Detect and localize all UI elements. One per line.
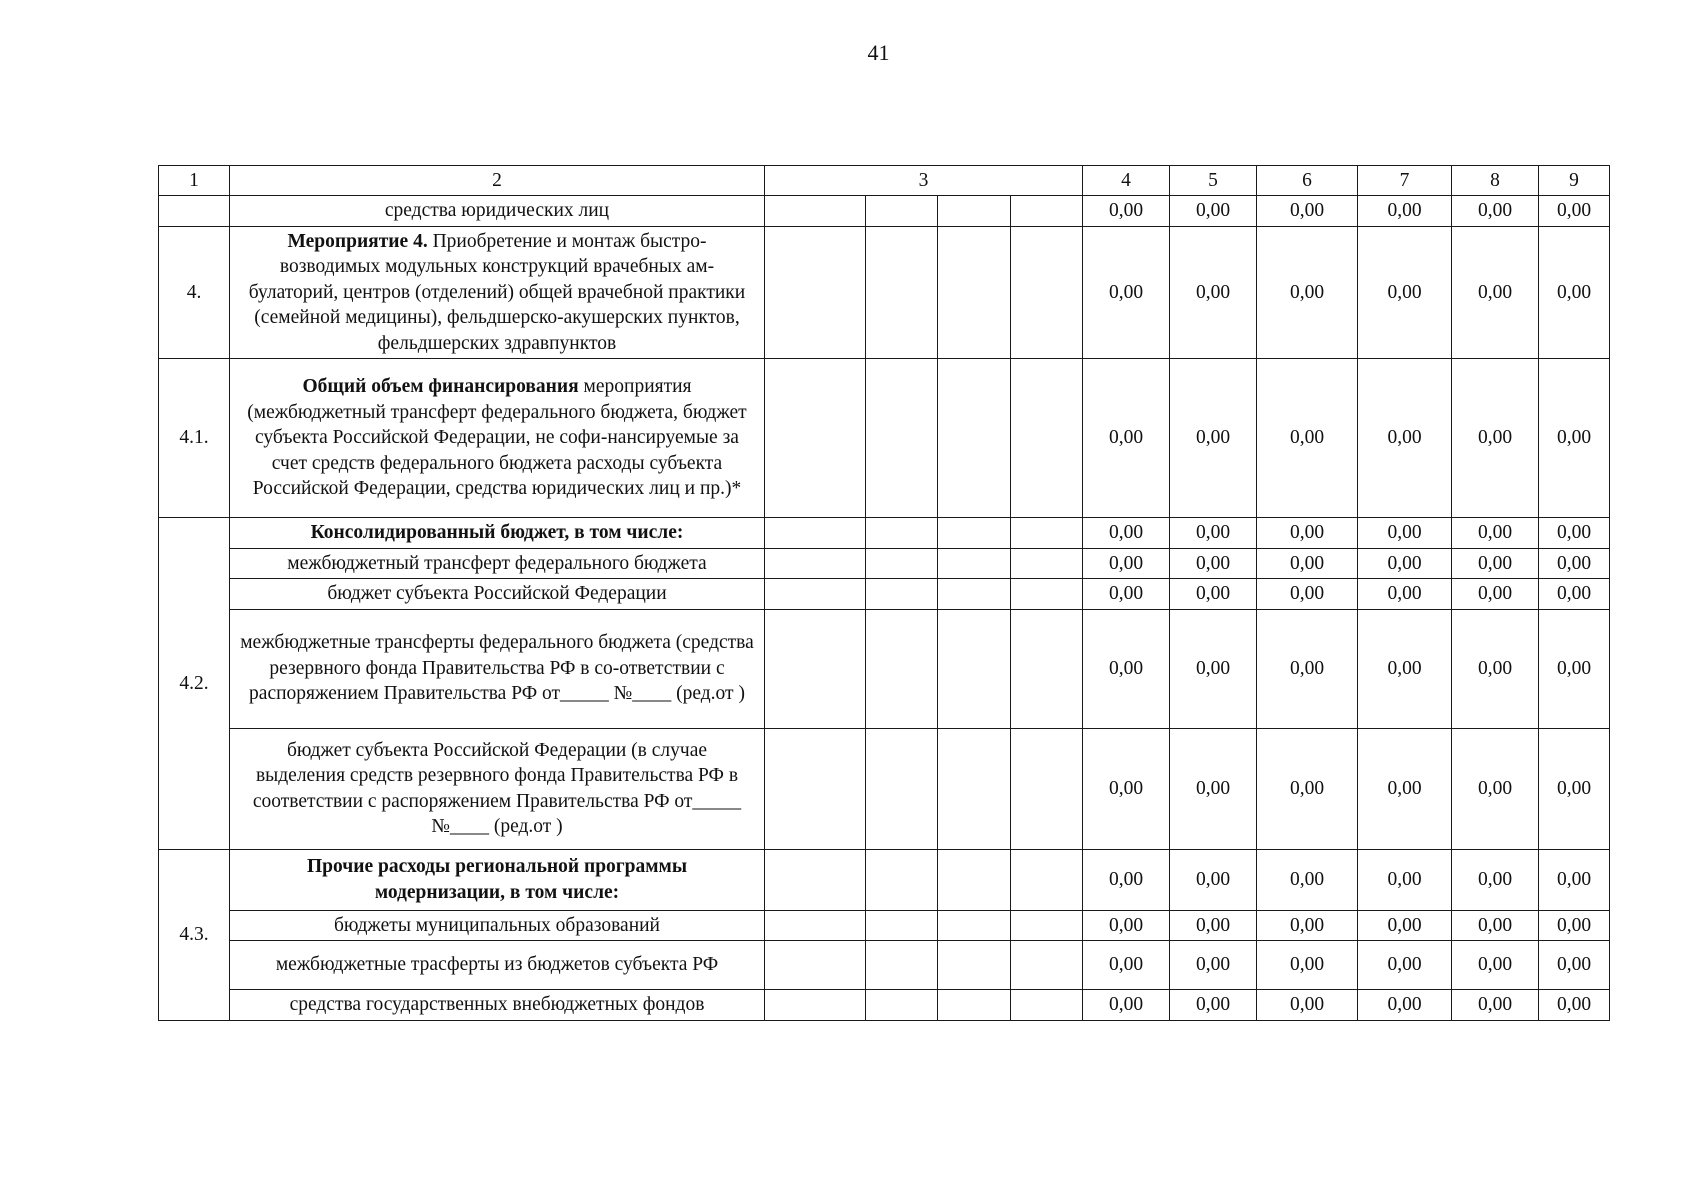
value-cell-col-5: 0,00 (1170, 849, 1257, 910)
empty-cell (938, 196, 1011, 227)
empty-cell (765, 518, 866, 549)
empty-cell (1011, 910, 1083, 941)
empty-cell (938, 941, 1011, 990)
empty-cell (765, 910, 866, 941)
empty-cell (1011, 728, 1083, 849)
empty-cell (765, 579, 866, 610)
value-cell-col-7: 0,00 (1358, 910, 1452, 941)
empty-cell (938, 359, 1011, 518)
empty-cell (866, 609, 938, 728)
empty-cell (1011, 849, 1083, 910)
row-description (230, 518, 765, 549)
value-cell-col-8: 0,00 (1452, 990, 1539, 1021)
row-description (230, 609, 765, 728)
value-cell-col-8: 0,00 (1452, 579, 1539, 610)
row-description-text: средства государственных внебюджетных фондов (289, 994, 705, 1015)
empty-cell (866, 579, 938, 610)
value-cell-col-7: 0,00 (1358, 849, 1452, 910)
table-header-row (159, 166, 1697, 196)
value-cell-col-6: 0,00 (1257, 359, 1358, 518)
empty-cell (938, 910, 1011, 941)
empty-cell (765, 359, 866, 518)
value-cell-col-4: 0,00 (1083, 226, 1170, 359)
value-cell-col-5: 0,00 (1170, 728, 1257, 849)
row-description (230, 728, 765, 849)
value-cell-col-6: 0,00 (1257, 990, 1358, 1021)
value-cell-col-4: 0,00 (1083, 990, 1170, 1021)
row-description-text: Приобретение и монтаж быстро-возводимых модульных конструкций врачебных ам-булаторий, центров (отделений) общей врачебной практики (семейной медицины), фельдшерско-акушерских пунктов, фельдшерских здравпунктов (248, 230, 746, 354)
empty-cell (866, 849, 938, 910)
column-header-3: 3 (765, 166, 1083, 196)
value-cell-col-5: 0,00 (1170, 910, 1257, 941)
column-header-1: 1 (159, 166, 230, 196)
table-row (159, 910, 1697, 941)
value-cell-col-6: 0,00 (1257, 196, 1358, 227)
empty-cell (938, 609, 1011, 728)
value-cell-col-8: 0,00 (1452, 359, 1539, 518)
empty-cell (765, 226, 866, 359)
empty-cell (866, 941, 938, 990)
empty-cell (765, 728, 866, 849)
value-cell-col-7: 0,00 (1358, 548, 1452, 579)
value-cell-col-9: 0,00 (1539, 941, 1610, 990)
row-description (230, 359, 765, 518)
row-description (230, 849, 765, 910)
value-cell-col-6: 0,00 (1257, 910, 1358, 941)
row-number (159, 196, 230, 227)
value-cell-col-7: 0,00 (1358, 518, 1452, 549)
value-cell-col-7: 0,00 (1358, 359, 1452, 518)
column-header-7: 7 (1358, 166, 1452, 196)
value-cell-col-7: 0,00 (1358, 196, 1452, 227)
value-cell-col-4: 0,00 (1083, 196, 1170, 227)
value-cell-col-9: 0,00 (1539, 548, 1610, 579)
row-number: 4.2. (159, 518, 230, 850)
empty-cell (866, 728, 938, 849)
empty-cell (866, 518, 938, 549)
row-description-text: мероприятия (межбюджетный трансферт федерального бюджета, бюджет субъекта Российской Федерации, не софи-нансируемые за счет средств федерального бюджета расходы субъекта Российской Федерации, средства юридических лиц и пр.)* (247, 376, 747, 500)
value-cell-col-6: 0,00 (1257, 518, 1358, 549)
value-cell-col-8: 0,00 (1452, 910, 1539, 941)
empty-cell (765, 196, 866, 227)
value-cell-col-9: 0,00 (1539, 359, 1610, 518)
value-cell-col-8: 0,00 (1452, 226, 1539, 359)
value-cell-col-5: 0,00 (1170, 196, 1257, 227)
row-description-text: бюджеты муниципальных образований (334, 914, 660, 936)
row-description-text: бюджет субъекта Российской Федерации (в случае выделения средств резервного фонда Правительства РФ в соответствии с распоряжением Правительства РФ от_____ №____ (ред.от ) (252, 739, 742, 837)
value-cell-col-4: 0,00 (1083, 609, 1170, 728)
row-description (230, 548, 765, 579)
empty-cell (938, 849, 1011, 910)
value-cell-col-6: 0,00 (1257, 849, 1358, 910)
table-row (159, 548, 1697, 579)
row-number: 4.1. (159, 359, 230, 518)
empty-cell (938, 548, 1011, 579)
financing-table (158, 165, 1697, 1021)
empty-cell (866, 359, 938, 518)
table-row (159, 518, 1697, 549)
table-row (159, 359, 1697, 518)
column-header-9: 9 (1539, 166, 1610, 196)
value-cell-col-7: 0,00 (1358, 609, 1452, 728)
value-cell-col-4: 0,00 (1083, 518, 1170, 549)
value-cell-col-5: 0,00 (1170, 548, 1257, 579)
empty-cell (765, 548, 866, 579)
column-header-4: 4 (1083, 166, 1170, 196)
row-description-text: средства юридических лиц (384, 200, 610, 221)
row-description (230, 579, 765, 610)
row-description-bold: Мероприятие 4. (287, 230, 428, 252)
table-row (159, 609, 1697, 728)
table-row (159, 226, 1697, 359)
row-description-text: межбюджетные трансферты федерального бюджета (средства резервного фонда Правительства РФ в со-ответствии с распоряжением Правительства РФ от_____ №____ (ред.от ) (240, 632, 754, 705)
value-cell-col-9: 0,00 (1539, 609, 1610, 728)
value-cell-col-9: 0,00 (1539, 226, 1610, 359)
value-cell-col-4: 0,00 (1083, 359, 1170, 518)
empty-cell (866, 910, 938, 941)
empty-cell (1011, 359, 1083, 518)
value-cell-col-4: 0,00 (1083, 849, 1170, 910)
row-description-text: межбюджетный трансферт федерального бюджета (287, 552, 707, 574)
column-header-6: 6 (1257, 166, 1358, 196)
empty-cell (1011, 548, 1083, 579)
table-row (159, 849, 1697, 910)
value-cell-col-9: 0,00 (1539, 990, 1610, 1021)
value-cell-col-8: 0,00 (1452, 849, 1539, 910)
empty-cell (938, 990, 1011, 1021)
value-cell-col-7: 0,00 (1358, 728, 1452, 849)
row-description-text: межбюджетные трасферты из бюджетов субъекта РФ (275, 954, 719, 976)
value-cell-col-9: 0,00 (1539, 518, 1610, 549)
value-cell-col-5: 0,00 (1170, 609, 1257, 728)
value-cell-col-5: 0,00 (1170, 990, 1257, 1021)
value-cell-col-4: 0,00 (1083, 941, 1170, 990)
value-cell-col-6: 0,00 (1257, 609, 1358, 728)
empty-cell (765, 990, 866, 1021)
table-row (159, 990, 1697, 1021)
value-cell-col-9: 0,00 (1539, 196, 1610, 227)
empty-cell (1011, 518, 1083, 549)
page-number: 41 (867, 40, 890, 65)
value-cell-col-5: 0,00 (1170, 226, 1257, 359)
column-header-8: 8 (1452, 166, 1539, 196)
value-cell-col-8: 0,00 (1452, 728, 1539, 849)
empty-cell (866, 196, 938, 227)
value-cell-col-5: 0,00 (1170, 579, 1257, 610)
value-cell-col-8: 0,00 (1452, 518, 1539, 549)
row-description-text: бюджет субъекта Российской Федерации (327, 583, 667, 604)
value-cell-col-8: 0,00 (1452, 609, 1539, 728)
value-cell-col-6: 0,00 (1257, 579, 1358, 610)
value-cell-col-7: 0,00 (1358, 226, 1452, 359)
value-cell-col-9: 0,00 (1539, 579, 1610, 610)
empty-cell (1011, 609, 1083, 728)
value-cell-col-4: 0,00 (1083, 728, 1170, 849)
value-cell-col-5: 0,00 (1170, 359, 1257, 518)
empty-cell (1011, 941, 1083, 990)
row-description (230, 990, 765, 1021)
value-cell-col-4: 0,00 (1083, 548, 1170, 579)
row-description (230, 226, 765, 359)
empty-cell (1011, 196, 1083, 227)
row-description-bold: Консолидированный бюджет, в том числе: (310, 522, 684, 543)
empty-cell (1011, 990, 1083, 1021)
empty-cell (938, 728, 1011, 849)
empty-cell (1011, 226, 1083, 359)
value-cell-col-9: 0,00 (1539, 849, 1610, 910)
table-row (159, 579, 1697, 610)
value-cell-col-6: 0,00 (1257, 548, 1358, 579)
value-cell-col-7: 0,00 (1358, 941, 1452, 990)
value-cell-col-6: 0,00 (1257, 941, 1358, 990)
column-header-2: 2 (230, 166, 765, 196)
empty-cell (765, 849, 866, 910)
value-cell-col-5: 0,00 (1170, 941, 1257, 990)
row-description (230, 196, 765, 227)
empty-cell (866, 548, 938, 579)
empty-cell (866, 990, 938, 1021)
empty-cell (1011, 579, 1083, 610)
table-row (159, 728, 1697, 849)
value-cell-col-9: 0,00 (1539, 728, 1610, 849)
table-row (159, 196, 1697, 227)
empty-cell (938, 226, 1011, 359)
value-cell-col-8: 0,00 (1452, 941, 1539, 990)
empty-cell (765, 941, 866, 990)
row-number: 4. (159, 226, 230, 359)
table-row (159, 941, 1697, 990)
value-cell-col-6: 0,00 (1257, 728, 1358, 849)
value-cell-col-8: 0,00 (1452, 196, 1539, 227)
value-cell-col-4: 0,00 (1083, 579, 1170, 610)
row-description (230, 910, 765, 941)
empty-cell (938, 518, 1011, 549)
value-cell-col-4: 0,00 (1083, 910, 1170, 941)
empty-cell (938, 579, 1011, 610)
value-cell-col-9: 0,00 (1539, 910, 1610, 941)
value-cell-col-8: 0,00 (1452, 548, 1539, 579)
empty-cell (866, 226, 938, 359)
column-header-5: 5 (1170, 166, 1257, 196)
row-description-bold: Прочие расходы региональной программы модернизации, в том числе: (306, 856, 688, 903)
value-cell-col-7: 0,00 (1358, 579, 1452, 610)
row-description (230, 941, 765, 990)
row-description-bold: Общий объем финансирования (302, 376, 579, 398)
value-cell-col-6: 0,00 (1257, 226, 1358, 359)
empty-cell (765, 609, 866, 728)
row-number: 4.3. (159, 849, 230, 1020)
value-cell-col-7: 0,00 (1358, 990, 1452, 1021)
value-cell-col-5: 0,00 (1170, 518, 1257, 549)
